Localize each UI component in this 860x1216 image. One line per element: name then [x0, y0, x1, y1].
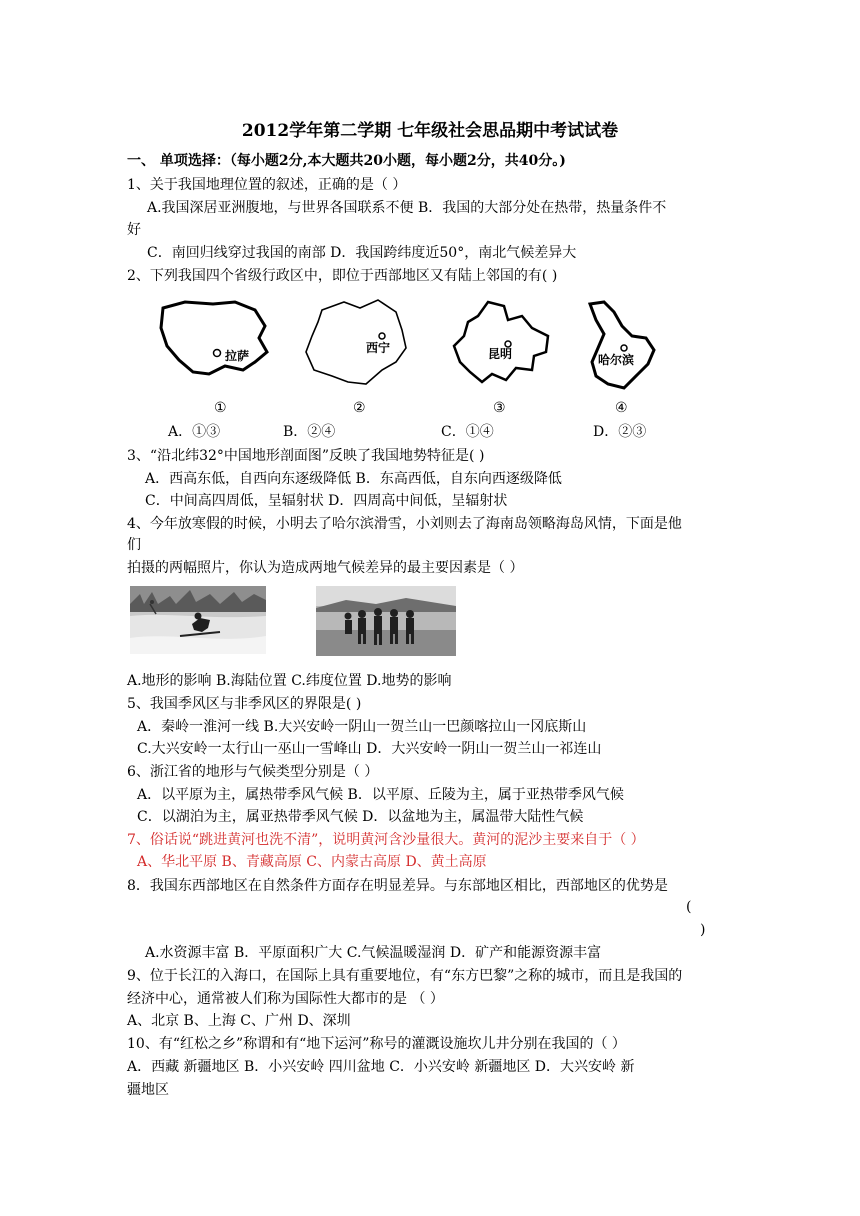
map-city-label-2: 西宁	[366, 341, 391, 355]
skiing-photo	[130, 586, 266, 654]
map-number-1: ①	[214, 400, 227, 416]
q4-options: A.地形的影响 B.海陆位置 C.纬度位置 D.地势的影响	[127, 673, 452, 689]
q2-option-a: A．①③	[168, 424, 221, 440]
province-outline	[306, 300, 406, 384]
q3-options-line1: A．西高东低，自西向东逐级降低 B．东高西低，自东向西逐级降低	[145, 471, 562, 487]
q8-stem: 8．我国东西部地区在自然条件方面存在明显差异。与东部地区相比，西部地区的优势是	[127, 878, 668, 894]
map-city-label-1: 拉萨	[225, 349, 250, 363]
q6-stem: 6、浙江省的地形与气候类型分别是（ ）	[127, 764, 379, 780]
q1-options-line1: A.我国深居亚洲腹地，与世界各国联系不便 B．我国的大部分处在热带，热量条件不	[147, 200, 667, 216]
q10-options-line2: 疆地区	[127, 1082, 169, 1098]
province-outline	[161, 302, 267, 374]
map-yunnan	[448, 296, 554, 394]
map-number-2: ②	[353, 400, 366, 416]
q2-option-c: C．①④	[441, 424, 494, 440]
q7-options: A、华北平原 B、青藏高原 C、内蒙古高原 D、黄土高原	[137, 854, 487, 870]
city-marker	[379, 333, 385, 339]
q9-stem-line2: 经济中心，通常被人们称为国际性大都市的是 （ ）	[127, 991, 444, 1007]
q10-options-line1: A．西藏 新疆地区 B．小兴安岭 四川盆地 C．小兴安岭 新疆地区 D．大兴安岭 新	[127, 1059, 635, 1075]
map-heilongjiang	[584, 298, 660, 394]
page-title: 2012学年第二学期 七年级社会思品期中考试试卷	[241, 121, 619, 141]
city-marker	[214, 350, 221, 357]
map-tibet	[155, 298, 273, 390]
q9-options: A、北京 B、上海 C、广州 D、深圳	[127, 1013, 351, 1029]
map-city-label-4: 哈尔滨	[598, 353, 635, 367]
province-outline	[454, 302, 548, 382]
q9-stem-line1: 9、位于长江的入海口，在国际上具有重要地位，有“东方巴黎”之称的城市，而且是我国的	[127, 968, 683, 984]
q5-options-line1: A．秦岭一淮河一线 B.大兴安岭一阴山一贺兰山一巴颜喀拉山一冈底斯山	[137, 719, 587, 735]
q2-option-b: B．②④	[283, 424, 336, 440]
q6-options-line1: A．以平原为主，属热带季风气候 B．以平原、丘陵为主，属于亚热带季风气候	[137, 787, 624, 803]
q4-stem-line3: 拍摄的两幅照片，你认为造成两地气候差异的最主要因素是（ ）	[127, 560, 524, 576]
map-qinghai	[300, 296, 412, 394]
q4-stem-line1: 4、今年放寒假的时候，小明去了哈尔滨滑雪，小刘则去了海南岛领略海岛风情，下面是他	[127, 516, 682, 532]
q3-stem: 3、“沿北纬32°中国地形剖面图”反映了我国地势特征是( )	[127, 448, 485, 464]
q1-options-line1-cont: 好	[127, 222, 141, 238]
q4-stem-line2: 们	[127, 537, 141, 553]
q3-options-line2: C．中间高四周低，呈辐射状 D．四周高中间低，呈辐射状	[145, 493, 508, 509]
q8-options: A.水资源丰富 B．平原面积广大 C.气候温暖湿润 D．矿产和能源资源丰富	[145, 945, 602, 961]
q2-option-d: D．②③	[593, 424, 647, 440]
map-number-4: ④	[615, 400, 628, 416]
map-city-label-3: 昆明	[488, 347, 513, 361]
q10-stem: 10、有“红松之乡”称谓和有“地下运河”称号的灌溉设施坎儿井分别在我国的（ ）	[127, 1036, 626, 1052]
q7-stem: 7、俗话说“跳进黄河也洗不清”，说明黄河含沙量很大。黄河的泥沙主要来自于（ ）	[127, 832, 645, 848]
q5-options-line2: C.大兴安岭一太行山一巫山一雪峰山 D．大兴安岭一阴山一贺兰山一祁连山	[137, 741, 602, 757]
q1-stem: 1、关于我国地理位置的叙述，正确的是（ ）	[127, 177, 407, 193]
q1-options-line2: C．南回归线穿过我国的南部 D．我国跨纬度近50°，南北气候差异大	[147, 245, 577, 261]
q8-paren-open: (	[686, 899, 692, 915]
q2-stem: 2、下列我国四个省级行政区中，即位于西部地区又有陆上邻国的有( )	[127, 268, 558, 284]
q8-paren-close: )	[700, 922, 706, 938]
beach-photo	[316, 586, 456, 656]
q6-options-line2: C．以湖泊为主，属亚热带季风气候 D．以盆地为主，属温带大陆性气候	[137, 809, 584, 825]
map-number-3: ③	[493, 400, 506, 416]
q5-stem: 5、我国季风区与非季风区的界限是( )	[127, 696, 362, 712]
city-marker	[621, 345, 627, 351]
section-heading: 一、 单项选择：（每小题2分,本大题共20小题，每小题2分，共40分。)	[127, 153, 566, 169]
